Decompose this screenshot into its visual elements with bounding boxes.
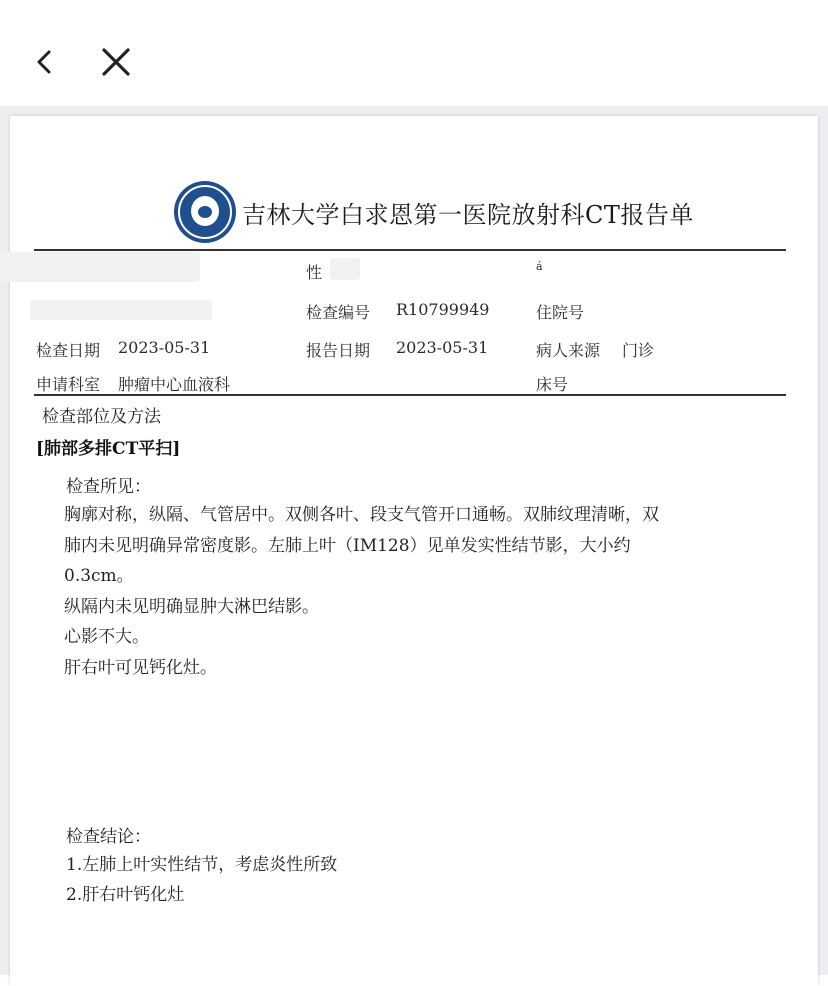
- redacted-sex-value: [330, 258, 360, 280]
- report-date-label: 报告日期: [306, 341, 371, 360]
- bed-no-label: 床号: [536, 375, 569, 394]
- age-label: á: [536, 260, 543, 273]
- exam-date-label: 检查日期: [36, 341, 101, 360]
- report-page: [10, 116, 818, 986]
- report-date-value: 2023-05-31: [396, 338, 489, 357]
- inpatient-no-label: 住院号: [536, 303, 585, 322]
- findings-title: 检查所见：: [66, 477, 151, 497]
- header-bottom-divider: [34, 394, 786, 396]
- close-icon: [100, 46, 132, 78]
- report-title: 吉林大学白求恩第一医院放射科CT报告单: [242, 200, 694, 229]
- close-button[interactable]: [92, 38, 140, 86]
- exam-site-method-label: 检查部位及方法: [42, 407, 161, 427]
- chevron-left-icon: [30, 48, 58, 76]
- sex-label: 性: [306, 263, 323, 282]
- header-top-divider: [34, 249, 786, 251]
- redacted-patient-name: [0, 252, 200, 282]
- exam-no-label: 检查编号: [306, 303, 371, 322]
- hospital-logo-icon: [174, 181, 236, 243]
- patient-source-value: 门诊: [622, 341, 655, 360]
- exam-name: [肺部多排CT平扫]: [36, 439, 181, 459]
- top-navigation-bar: [0, 0, 828, 108]
- conclusion-line: 2.肝右叶钙化灶: [66, 885, 185, 905]
- document-viewer[interactable]: [0, 106, 828, 975]
- conclusion-line: 1.左肺上叶实性结节，考虑炎性所致: [66, 855, 338, 875]
- requesting-dept-label: 申请科室: [36, 375, 101, 394]
- report-header: [174, 180, 694, 244]
- conclusion-title: 检查结论：: [66, 827, 151, 847]
- findings-line: 肺内未见明确异常密度影。左肺上叶（IM128）见单发实性结节影，大小约: [64, 535, 631, 556]
- findings-line: 心影不大。: [64, 627, 149, 647]
- back-button[interactable]: [20, 38, 68, 86]
- exam-no-value: R10799949: [396, 300, 490, 319]
- exam-date-value: 2023-05-31: [118, 338, 211, 357]
- findings-line: 0.3cm。: [64, 566, 134, 586]
- patient-source-label: 病人来源: [536, 341, 601, 360]
- redacted-patient-id: [30, 300, 212, 320]
- findings-line: 纵隔内未见明确显肿大淋巴结影。: [64, 596, 319, 617]
- conclusion-body: [66, 850, 337, 910]
- findings-line: 胸廓对称，纵隔、气管居中。双侧各叶、段支气管开口通畅。双肺纹理清晰，双: [64, 505, 659, 525]
- findings-body: [64, 500, 794, 683]
- requesting-dept-value: 肿瘤中心血液科: [118, 375, 231, 394]
- findings-line: 肝右叶可见钙化灶。: [64, 657, 217, 678]
